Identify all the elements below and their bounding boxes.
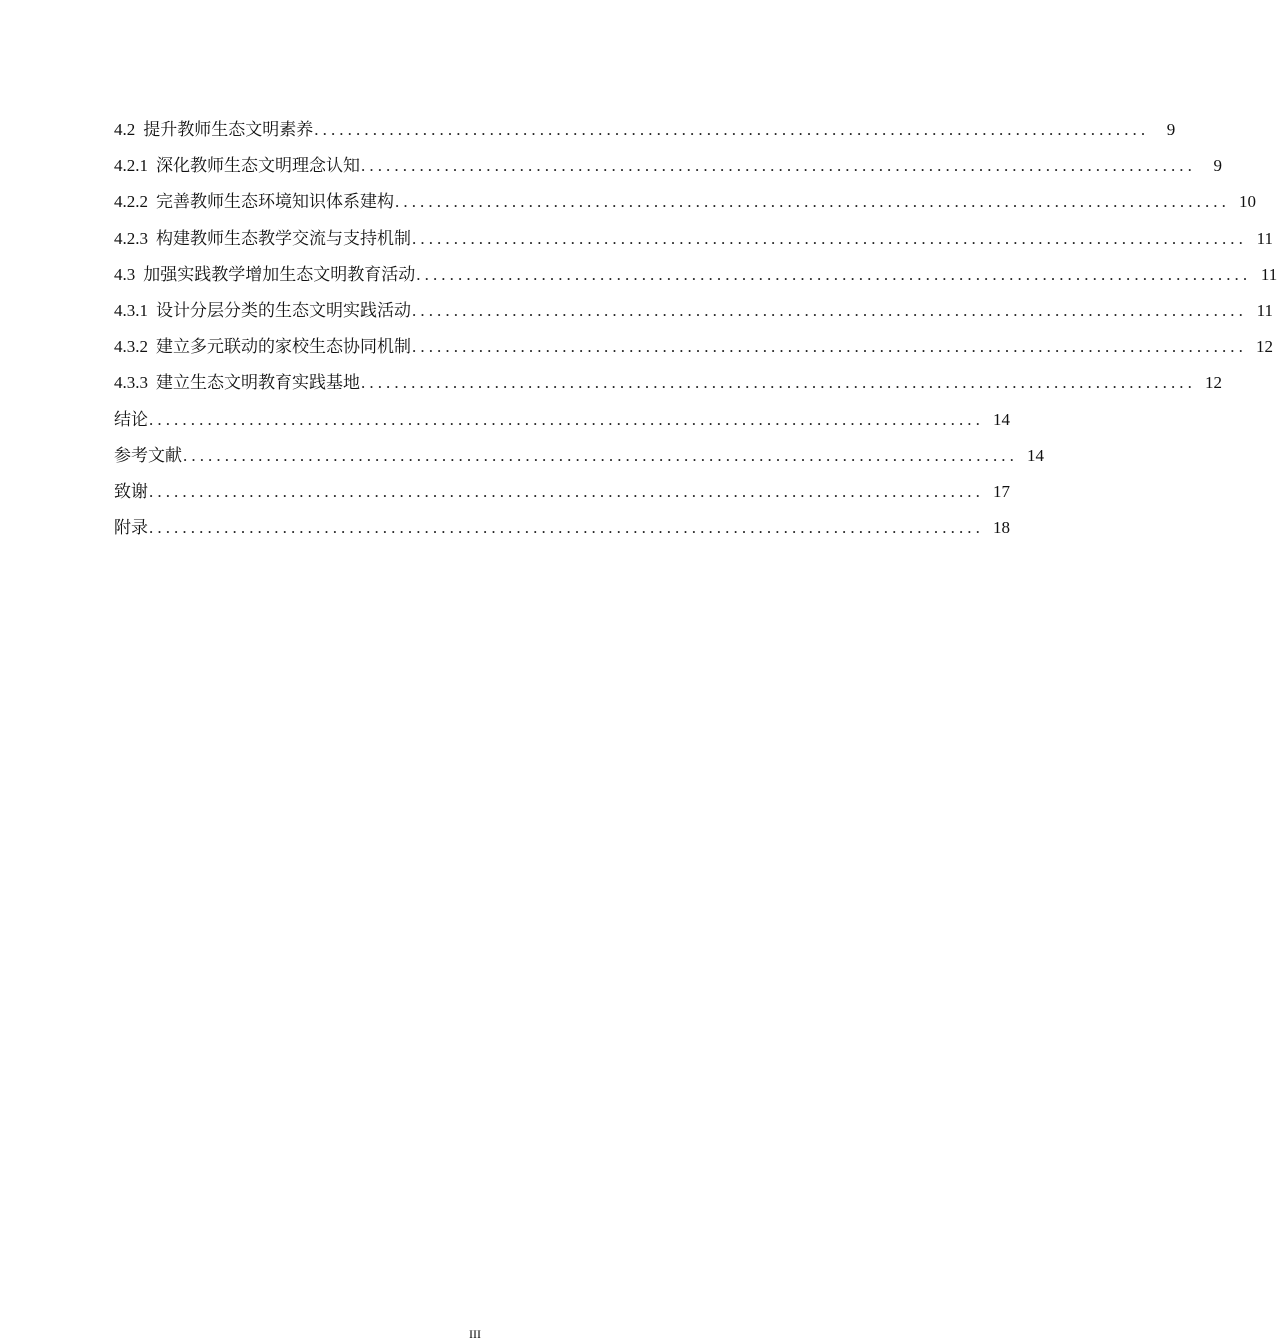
toc-entry-title: 加强实践教学增加生态文明教育活动 (143, 264, 416, 284)
toc-dot-leader: .................................................................................................... (412, 337, 1247, 357)
toc-entry-title: 设计分层分类的生态文明实践活动 (156, 300, 411, 320)
toc-entry-title: 建立多元联动的家校生态协同机制 (156, 337, 411, 357)
toc-entry-page: 11 (1256, 300, 1273, 320)
toc-entry-page: 12 (1256, 337, 1273, 357)
toc-entry-page: 17 (993, 481, 1010, 501)
toc-entry[interactable] (114, 474, 1010, 510)
toc-entry-number: 4.2.1 (114, 156, 148, 176)
toc-entry-title: 提升教师生态文明素养 (143, 120, 314, 139)
toc-entry[interactable] (114, 438, 1044, 474)
toc-entry[interactable] (114, 257, 1277, 293)
toc-dot-leader: .................................................................................................... (395, 192, 1230, 212)
toc-entry-title: 建立生态文明教育实践基地 (156, 373, 360, 393)
toc-dot-leader: .................................................................................................... (183, 445, 1018, 465)
page-number-footer: III (469, 1327, 481, 1341)
toc-entry-page: 14 (1027, 445, 1044, 465)
toc-entry-title: 致谢 (114, 481, 148, 501)
toc-entry[interactable] (114, 221, 1273, 257)
toc-entry-number: 4.2.2 (114, 192, 148, 212)
toc-dot-leader: .................................................................................................... (149, 518, 984, 538)
toc-entry-title: 参考文献 (114, 445, 182, 465)
toc-entry[interactable] (114, 293, 1273, 329)
toc-entry-page: 11 (1256, 228, 1273, 248)
toc-entry-number: 4.3 (114, 264, 136, 284)
toc-entry-page: 9 (1213, 156, 1222, 176)
toc-dot-leader: .................................................................................................... (149, 409, 984, 429)
toc-entry-page: 9 (1166, 120, 1176, 139)
toc-entry[interactable] (114, 402, 1010, 438)
toc-entry[interactable] (114, 329, 1273, 365)
toc-entry-page: 11 (1260, 264, 1277, 284)
toc-dot-leader: .................................................................................................... (412, 228, 1247, 248)
toc-entry-page: 18 (993, 518, 1010, 538)
toc-entry-number: 4.2.3 (114, 228, 148, 248)
toc-entry-page: 12 (1205, 373, 1222, 393)
toc-entry-number: 4.3.3 (114, 373, 148, 393)
toc-dot-leader: .................................................................................................... (361, 373, 1196, 393)
toc-entry-page: 10 (1239, 192, 1256, 212)
toc-entry-page: 14 (993, 409, 1010, 429)
toc-dot-leader: .................................................................................................... (361, 156, 1196, 176)
toc-entry-title: 结论 (114, 409, 148, 429)
toc-entry-number: 4.3.1 (114, 300, 148, 320)
toc-entry[interactable] (114, 510, 1010, 546)
toc-entry[interactable] (114, 148, 1222, 184)
toc-dot-leader: .................................................................................................... (416, 264, 1252, 284)
toc-entry[interactable] (114, 184, 1256, 220)
toc-dot-leader: .................................................................................................... (412, 300, 1247, 320)
toc-entry-title: 附录 (114, 518, 148, 538)
table-of-contents (114, 112, 1277, 546)
toc-entry-title: 深化教师生态文明理念认知 (156, 156, 360, 176)
toc-dot-leader: .................................................................................................... (314, 120, 1150, 139)
toc-entry-number: 4.2 (114, 120, 136, 139)
toc-entry[interactable] (114, 112, 1176, 148)
toc-entry[interactable] (114, 365, 1222, 401)
toc-dot-leader: .................................................................................................... (149, 481, 984, 501)
toc-entry-title: 构建教师生态教学交流与支持机制 (156, 228, 411, 248)
toc-entry-title: 完善教师生态环境知识体系建构 (156, 192, 394, 212)
toc-entry-number: 4.3.2 (114, 337, 148, 357)
